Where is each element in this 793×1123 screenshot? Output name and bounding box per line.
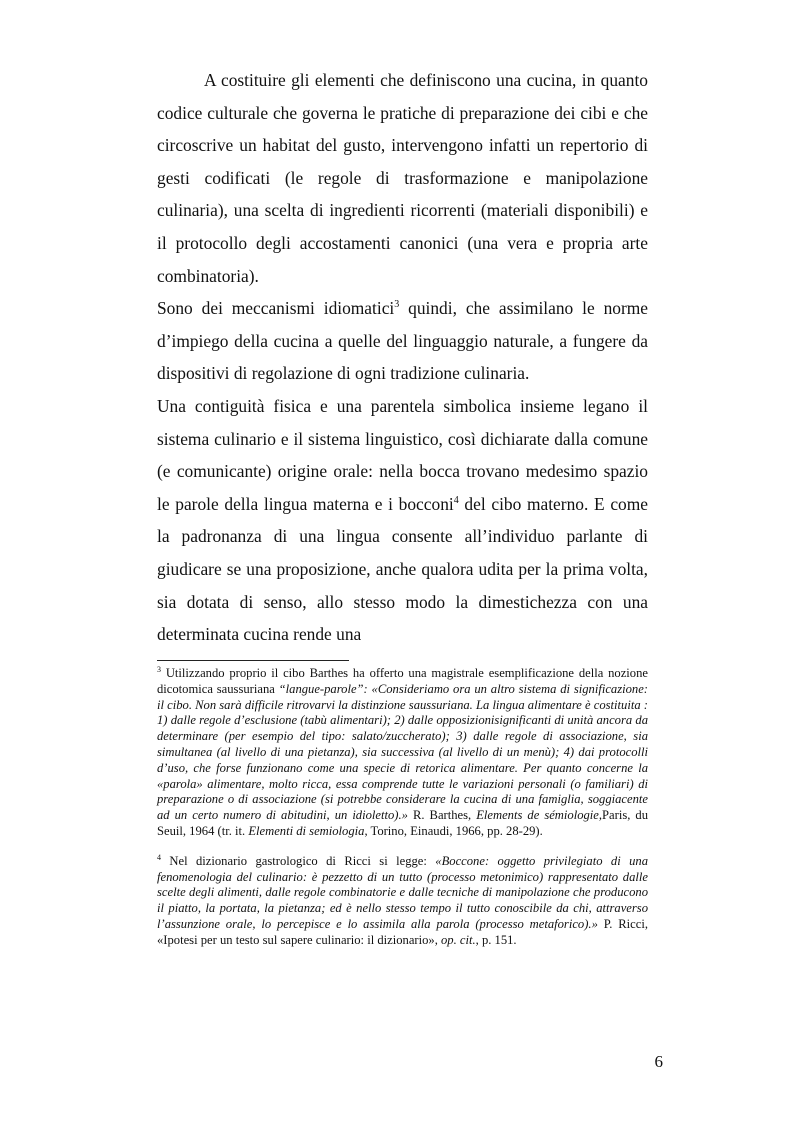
footnote-divider [157,660,349,661]
footnote-ref-4[interactable]: 4 [453,494,459,506]
paragraph-1: A costituire gli elementi che definiscono una cucina, in quanto codice culturale che governa le pratiche di preparazione dei cibi e che circoscrive un habitat del gusto, intervengono infatti un repertorio di gesti codificati (le regole di trasformazione e manipolazione culinaria), una scelta di ingredienti ricorrenti (materiali disponibili) e il protocollo degli accostamenti canonici (una vera e propria arte combinatoria). [157,70,648,286]
main-text [157,64,648,651]
paragraph-3: Una contiguità fisica e una parentela simbolica insieme legano il sistema culinario e il sistema linguistico, così dichiarate dalla comune (e comunicante) origine orale: nella bocca trovano medesimo spazio le parole della lingua materna e i bocconi$^4$ del cibo materno. E come la padronanza di una lingua consente all’individuo parlante di giudicare se una proposizione, anche qualora udita per la prima volta, sia dotata di senso, allo stesso modo la dimestichezza con una determinata cucina rende una [157,395,648,645]
footnote-4: $^4$ Nel dizionario gastrologico di Ricci si legge: «Boccone: oggetto privilegiato di una fenomenologia del culinario: è pezzetto di un tutto (processo metonimico) rappresentato dalle scelte degli alimenti, dalle regole combinatorie e dalle tecniche di manipolazione che producono il piatto, la portata, la pietanza; ed è nello stesso tempo il tutto conoscibile da chi, attraverso l’assunzione orale, lo percepisce e lo assimila alla parola (processo metaforico).» P. Ricci, «Ipotesi per un testo sul sapere culinario: il dizionario», op. cit., p. 151. [157,852,648,947]
footnotes [157,666,648,963]
paragraph-2: Sono dei meccanismi idiomatici$^3$ quindi, che assimilano le norme d’impiego della cucina a quelle del linguaggio naturale, a fungere da dispositivi di regolazione di ogni tradizione culinaria. [157,298,648,384]
page-number: 6 [654,1052,663,1071]
footnote-ref-3[interactable]: 3 [394,299,400,311]
footnote-3: $^3$ Utilizzando proprio il cibo Barthes ha offerto una magistrale esemplificazione della nozione dicotomica saussuriana “langue-parole”: «Consideriamo ora un altro sistema di significazione: il cibo. Non sarà difficile ritrovarvi la distinzione saussuriana. La lingua alimentare è costituita : 1) dalle regole d’esclusione (tabù alimentari); 2) dalle opposizionisignificanti di unità ancora da determinare (per esempio del tipo: salato/zuccherato); 3) dalle regole di associazione, sia simultanea (al livello di una pietanza), sia successiva (al livello di un menù); 4) dai protocolli d’uso, che forse funzionano come una specie di retorica alimentare. Per quanto concerne la «parola» alimentare, molto ricca, essa comprende tutte le variazioni personali (o familiari) di preparazione o di associazione (si potrebbe considerare la cucina di una famiglia, soggiacente ad un certo numero di abitudini, un idioletto).» R. Barthes, Elements de sémiologie,Paris, du Seuil, 1964 (tr. it. Elementi di semiologia, Torino, Einaudi, 1966, pp. 28-29). [157,665,648,838]
